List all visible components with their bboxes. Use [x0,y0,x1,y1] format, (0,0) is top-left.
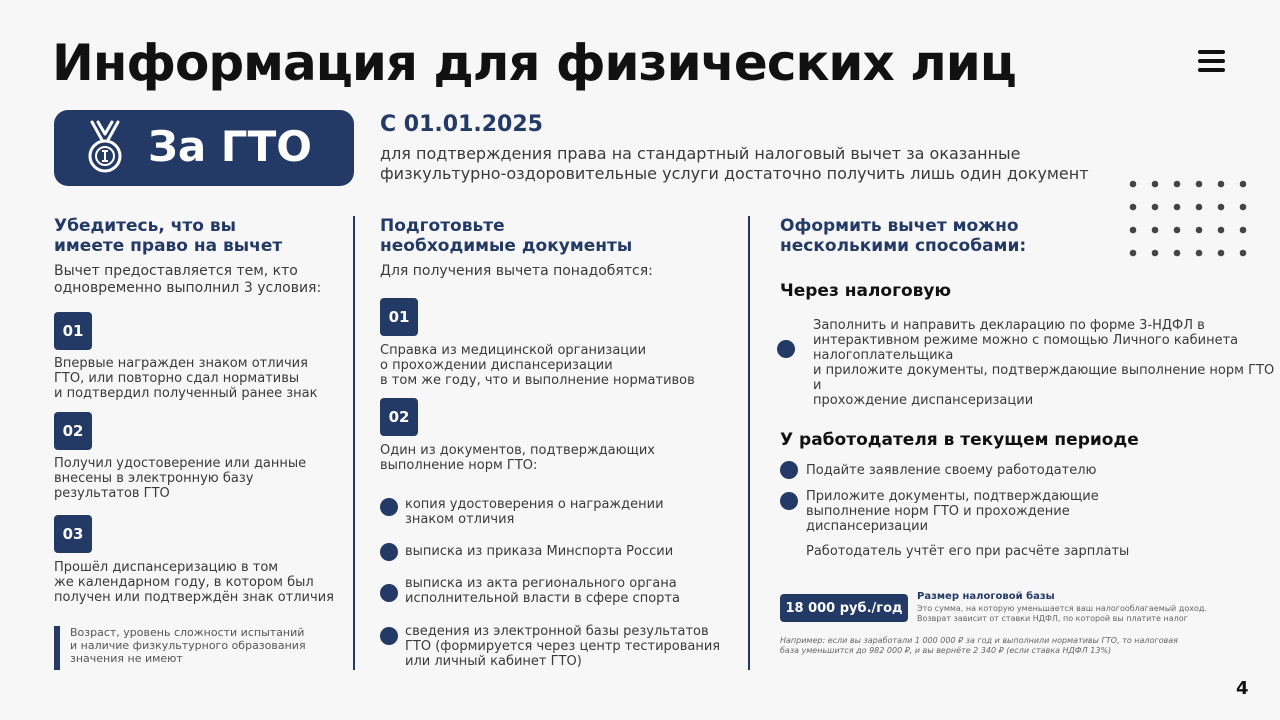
doc-text: Справка из медицинской организации о прохождении диспансеризации в том же году, что и выполнение нормативов [380,343,695,388]
bullet-dot [380,543,398,561]
list-item: Подайте заявление своему работодателю [806,463,1097,478]
col3-heading: Оформить вычет можно несколькими способами: [780,216,1027,256]
medal-icon [84,120,126,176]
tax-base-amount: 18 000 руб./год [780,594,908,622]
page-number: 4 [1236,678,1249,699]
list-item: Приложите документы, подтверждающие выполнение норм ГТО и прохождение диспансеризации [806,489,1099,534]
step-number: 01 [54,312,92,350]
list-item: сведения из электронной базы результатов ГТО (формируется через центр тестирования или личный кабинет ГТО) [405,624,721,669]
step-text: Получил удостоверение или данные внесены в электронную базу результатов ГТО [54,456,307,501]
effective-date: С 01.01.2025 [380,112,543,137]
column-divider [353,216,355,670]
doc-text: Один из документов, подтверждающих выполнение норм ГТО: [380,443,655,473]
step-number: 02 [54,412,92,450]
col2-lead: Для получения вычета понадобятся: [380,263,653,279]
employer-note: Работодатель учтёт его при расчёте зарплаты [806,544,1130,559]
age-note: Возраст, уровень сложности испытаний и наличие физкультурного образования значения не имеют [54,626,354,670]
menu-icon[interactable] [1198,48,1226,74]
way-tax-office-text: Заполнить и направить декларацию по форме 3-НДФЛ в интерактивном режиме можно с помощью Личного кабинета налогоплательщика и приложите документы, подтверждающие выполнение норм ГТО и прохождение диспансеризации [813,318,1275,408]
list-item: выписка из приказа Минспорта России [405,544,674,559]
page-title: Информация для физических лиц [52,34,1016,92]
bullet-dot [380,627,398,645]
column-divider [748,216,750,670]
step-text: Впервые награжден знаком отличия ГТО, или повторно сдал нормативы и подтвердил полученный ранее знак [54,356,318,401]
intro-text: для подтверждения права на стандартный налоговый вычет за оказанные физкультурно-оздоровительные услуги достаточно получить лишь один документ [380,144,1089,183]
bullet-dot [380,498,398,516]
bullet-dot [777,340,795,358]
step-text: Прошёл диспансеризацию в том же календарном году, в котором был получен или подтверждён знак отличия [54,560,334,605]
gto-badge [54,110,354,186]
bullet-dot [780,461,798,479]
col2-heading: Подготовьте необходимые документы [380,216,633,256]
doc-number: 02 [380,398,418,436]
step-number: 03 [54,515,92,553]
list-item: выписка из акта регионального органа исполнительной власти в сфере спорта [405,576,680,606]
tax-base-title: Размер налоговой базы [917,591,1055,602]
bullet-dot [380,584,398,602]
way-tax-office-title: Через налоговую [780,281,952,301]
col1-lead: Вычет предоставляется тем, кто одновременно выполнил 3 условия: [54,263,322,296]
way-employer-title: У работодателя в текущем периоде [780,430,1139,450]
bullet-dot [780,492,798,510]
tax-example: Например: если вы заработали 1 000 000 ₽ за год и выполнили нормативы ГТО, то налоговая база уменьшится до 982 000 ₽, и вы вернёте 2 340 ₽ (если ставка НДФЛ 13%) [780,636,1178,655]
col1-heading: Убедитесь, что вы имеете право на вычет [54,216,283,256]
list-item: копия удостоверения о награждении знаком отличия [405,497,664,527]
badge-label: За ГТО [148,122,312,171]
doc-number: 01 [380,298,418,336]
dots-decoration [1128,180,1248,260]
tax-base-desc: Это сумма, на которую уменьшается ваш налогооблагаемый доход. Возврат зависит от ставки НДФЛ, по которой вы платите налог [917,604,1207,623]
